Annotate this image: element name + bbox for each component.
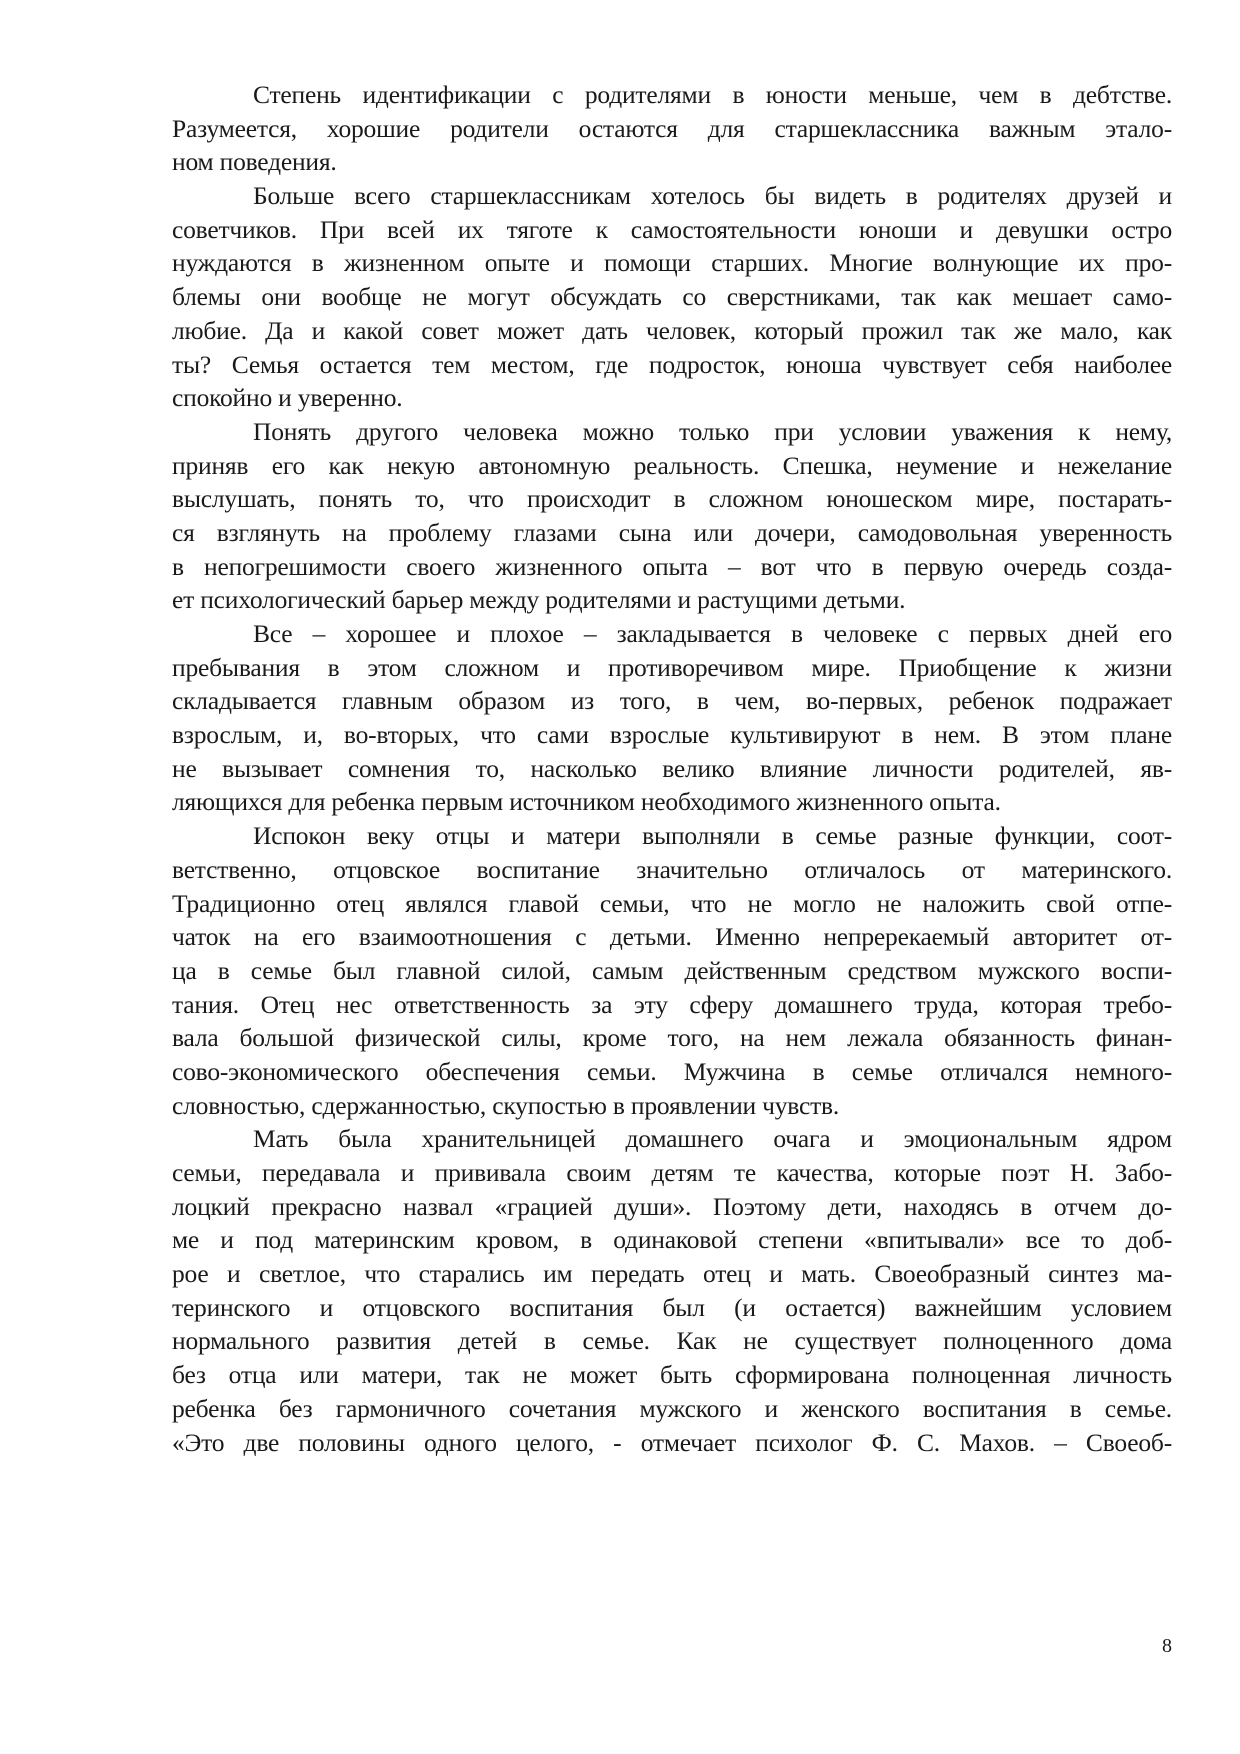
text-line: не вызывает сомнения то, насколько велико влияние личности родителей, яв- — [172, 753, 1172, 783]
text-line: Разумеется, хорошие родители остаются для старшеклассника важным этало- — [172, 113, 1172, 143]
text-line: ном поведения. — [172, 147, 337, 177]
text-line: ца в семье был главной силой, самым действенным средством мужского воспи- — [172, 955, 1172, 985]
text-line: нуждаются в жизненном опыте и помощи старших. Многие волнующие их про- — [172, 248, 1172, 278]
text-line: Степень идентификации с родителями в юности меньше, чем в дебтстве. — [253, 80, 1172, 109]
text-line: лоцкий прекрасно назвал «грацией души». Поэтому дети, находясь в отчем до- — [172, 1191, 1172, 1221]
text-line: ме и под материнским кровом, в одинаковой степени «впитывали» все то доб- — [172, 1225, 1172, 1255]
text-line: приняв его как некую автономную реальность. Спешка, неумение и нежелание — [172, 450, 1172, 480]
paragraph-5 — [172, 819, 1172, 1122]
text-line: пребывания в этом сложном и противоречивом мире. Приобщение к жизни — [172, 652, 1172, 682]
text-line: ты? Семья остается тем местом, где подросток, юноша чувствует себя наиболее — [172, 349, 1172, 379]
text-line: ветственно, отцовское воспитание значительно отличалось от материнского. — [172, 854, 1172, 884]
text-line: чаток на его взаимоотношения с детьми. Именно непререкаемый авторитет от- — [172, 922, 1172, 952]
text-line: в непогрешимости своего жизненного опыта – вот что в первую очередь созда- — [172, 551, 1172, 581]
text-line: спокойно и уверенно. — [172, 383, 403, 413]
text-line: взрослым, и, во-вторых, что сами взрослые культивируют в нем. В этом плане — [172, 720, 1172, 750]
text-line: ляющихся для ребенка первым источником необходимого жизненного опыта. — [172, 787, 1001, 817]
text-line: Больше всего старшеклассникам хотелось бы видеть в родителях друзей и — [253, 181, 1172, 211]
text-line: советчиков. При всей их тяготе к самостоятельности юноши и девушки остро — [172, 214, 1172, 244]
text-line: блемы они вообще не могут обсуждать со сверстниками, так как мешает само- — [172, 282, 1172, 312]
text-line: Все – хорошее и плохое – закладывается в человеке с первых дней его — [253, 619, 1172, 648]
paragraph-3 — [172, 415, 1172, 617]
paragraph-1 — [172, 78, 1172, 179]
text-line: сово-экономического обеспечения семьи. Мужчина в семье отличался немного- — [172, 1056, 1172, 1086]
text-line: выслушать, понять то, что происходит в сложном юношеском мире, постарать- — [172, 484, 1172, 514]
page-number: 8 — [1162, 1635, 1172, 1657]
text-line: ет психологический барьер между родителями и растущими детьми. — [172, 585, 906, 615]
text-line: тания. Отец нес ответственность за эту сферу домашнего труда, которая требо- — [172, 989, 1172, 1019]
paragraph-6 — [172, 1122, 1172, 1459]
paragraph-4 — [172, 617, 1172, 819]
text-line: рое и светлое, что старались им передать отец и мать. Своеобразный синтез ма- — [172, 1259, 1172, 1289]
text-line: «Это две половины одного целого, - отмечает психолог Ф. С. Махов. – Своеоб- — [172, 1427, 1172, 1457]
text-line: складывается главным образом из того, в чем, во-первых, ребенок подражает — [172, 686, 1172, 716]
text-line: любие. Да и какой совет может дать человек, который прожил так же мало, как — [172, 315, 1172, 345]
text-line: без отца или матери, так не может быть сформирована полноценная личность — [172, 1360, 1172, 1390]
text-line: теринского и отцовского воспитания был (и остается) важнейшим условием — [172, 1292, 1172, 1322]
text-line: Традиционно отец являлся главой семьи, что не могло не наложить свой отпе- — [172, 888, 1172, 918]
text-line: семьи, передавала и прививала своим детям те качества, которые поэт Н. Забо- — [172, 1158, 1172, 1187]
text-line: ребенка без гармоничного сочетания мужского и женского воспитания в семье. — [172, 1393, 1172, 1423]
paragraph-2 — [172, 179, 1172, 415]
text-line: нормального развития детей в семье. Как не существует полноценного дома — [172, 1326, 1172, 1356]
text-line: Мать была хранительницей домашнего очага и эмоциональным ядром — [253, 1124, 1172, 1154]
text-line: вала большой физической силы, кроме того, на нем лежала обязанность финан- — [172, 1023, 1172, 1053]
document-page — [172, 78, 1172, 1459]
text-line: Понять другого человека можно только при условии уважения к нему, — [253, 416, 1172, 446]
text-line: словностью, сдержанностью, скупостью в проявлении чувств. — [172, 1090, 840, 1120]
text-line: ся взглянуть на проблему глазами сына или дочери, самодовольная уверенность — [172, 517, 1172, 547]
text-line: Испокон веку отцы и матери выполняли в семье разные функции, соот- — [253, 821, 1172, 851]
